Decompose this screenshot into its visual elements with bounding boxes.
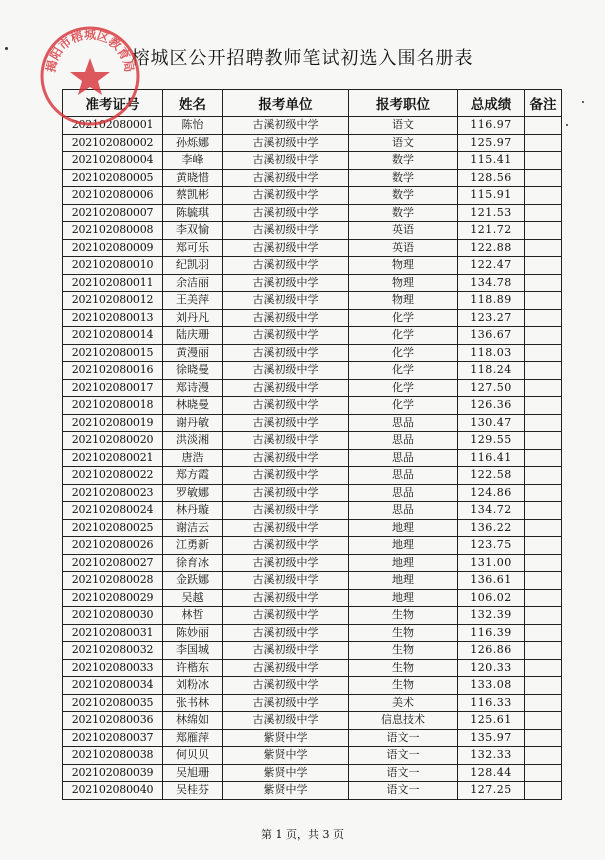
cell-position: 英语	[349, 222, 458, 240]
table-row	[63, 694, 562, 712]
cell-score: 134.78	[458, 274, 525, 292]
cell-exam-id: 202102080026	[63, 537, 163, 555]
cell-name: 刘粉冰	[163, 677, 223, 695]
cell-unit: 古溪初级中学	[223, 117, 349, 135]
cell-unit: 古溪初级中学	[223, 554, 349, 572]
cell-score: 127.50	[458, 379, 525, 397]
cell-score: 115.41	[458, 152, 525, 170]
cell-note	[525, 362, 562, 380]
cell-score: 118.03	[458, 344, 525, 362]
cell-name: 林丹璇	[163, 502, 223, 520]
cell-name: 谢丹敏	[163, 414, 223, 432]
table-row	[63, 379, 562, 397]
cell-note	[525, 642, 562, 660]
cell-unit: 古溪初级中学	[223, 589, 349, 607]
cell-unit: 紫贤中学	[223, 764, 349, 782]
cell-note	[525, 309, 562, 327]
cell-exam-id: 202102080009	[63, 239, 163, 257]
page-title: 榕城区公开招聘教师笔试初选入围名册表	[131, 48, 474, 69]
cell-note	[525, 379, 562, 397]
cell-unit: 古溪初级中学	[223, 607, 349, 625]
cell-score: 116.39	[458, 624, 525, 642]
cell-exam-id: 202102080021	[63, 449, 163, 467]
table-row	[63, 747, 562, 765]
cell-note	[525, 449, 562, 467]
table-row	[63, 274, 562, 292]
cell-name: 罗敏娜	[163, 484, 223, 502]
cell-position: 地理	[349, 519, 458, 537]
scan-speck	[5, 47, 8, 50]
cell-position: 英语	[349, 239, 458, 257]
cell-name: 陈怡	[163, 117, 223, 135]
cell-name: 李峰	[163, 152, 223, 170]
cell-position: 语文	[349, 134, 458, 152]
table-row	[63, 729, 562, 747]
cell-exam-id: 202102080011	[63, 274, 163, 292]
cell-note	[525, 222, 562, 240]
header-name: 姓名	[163, 90, 223, 117]
cell-unit: 古溪初级中学	[223, 169, 349, 187]
cell-exam-id: 202102080004	[63, 152, 163, 170]
cell-exam-id: 202102080014	[63, 327, 163, 345]
cell-position: 化学	[349, 362, 458, 380]
cell-score: 126.86	[458, 642, 525, 660]
cell-name: 刘丹凡	[163, 309, 223, 327]
cell-position: 物理	[349, 257, 458, 275]
cell-score: 122.47	[458, 257, 525, 275]
cell-score: 129.55	[458, 432, 525, 450]
cell-note	[525, 554, 562, 572]
cell-name: 吴桂芬	[163, 782, 223, 800]
header-position: 报考职位	[349, 90, 458, 117]
table-row	[63, 432, 562, 450]
cell-position: 语文一	[349, 764, 458, 782]
cell-score: 131.00	[458, 554, 525, 572]
table-row	[63, 642, 562, 660]
cell-exam-id: 202102080002	[63, 134, 163, 152]
cell-position: 数学	[349, 152, 458, 170]
table-row	[63, 414, 562, 432]
cell-exam-id: 202102080040	[63, 782, 163, 800]
cell-score: 128.44	[458, 764, 525, 782]
cell-note	[525, 274, 562, 292]
cell-name: 林晓曼	[163, 397, 223, 415]
cell-name: 郑雁萍	[163, 729, 223, 747]
cell-unit: 古溪初级中学	[223, 397, 349, 415]
table-row	[63, 117, 562, 135]
cell-note	[525, 624, 562, 642]
cell-exam-id: 202102080027	[63, 554, 163, 572]
cell-note	[525, 257, 562, 275]
table-row	[63, 222, 562, 240]
cell-unit: 古溪初级中学	[223, 624, 349, 642]
table-row	[63, 327, 562, 345]
cell-note	[525, 659, 562, 677]
cell-score: 121.72	[458, 222, 525, 240]
cell-note	[525, 747, 562, 765]
roster-body	[63, 117, 562, 800]
cell-unit: 古溪初级中学	[223, 239, 349, 257]
cell-note	[525, 677, 562, 695]
roster-table	[62, 89, 562, 800]
cell-note	[525, 117, 562, 135]
cell-unit: 紫贤中学	[223, 729, 349, 747]
cell-position: 生物	[349, 642, 458, 660]
cell-name: 余洁丽	[163, 274, 223, 292]
cell-score: 120.33	[458, 659, 525, 677]
cell-position: 化学	[349, 397, 458, 415]
cell-name: 郑诗漫	[163, 379, 223, 397]
cell-unit: 古溪初级中学	[223, 484, 349, 502]
cell-note	[525, 169, 562, 187]
header-unit: 报考单位	[223, 90, 349, 117]
cell-unit: 古溪初级中学	[223, 414, 349, 432]
cell-name: 许楷东	[163, 659, 223, 677]
cell-score: 118.89	[458, 292, 525, 310]
table-row	[63, 467, 562, 485]
cell-unit: 古溪初级中学	[223, 449, 349, 467]
cell-position: 数学	[349, 169, 458, 187]
cell-name: 黄晓惜	[163, 169, 223, 187]
cell-position: 思品	[349, 432, 458, 450]
cell-score: 134.72	[458, 502, 525, 520]
cell-score: 132.33	[458, 747, 525, 765]
cell-note	[525, 344, 562, 362]
cell-position: 思品	[349, 484, 458, 502]
cell-unit: 古溪初级中学	[223, 362, 349, 380]
cell-exam-id: 202102080028	[63, 572, 163, 590]
cell-exam-id: 202102080039	[63, 764, 163, 782]
table-row	[63, 362, 562, 380]
cell-score: 123.27	[458, 309, 525, 327]
cell-exam-id: 202102080016	[63, 362, 163, 380]
cell-score: 123.75	[458, 537, 525, 555]
cell-position: 思品	[349, 502, 458, 520]
cell-position: 生物	[349, 607, 458, 625]
cell-score: 116.33	[458, 694, 525, 712]
cell-score: 135.97	[458, 729, 525, 747]
cell-unit: 古溪初级中学	[223, 257, 349, 275]
cell-position: 生物	[349, 677, 458, 695]
cell-name: 洪淡湘	[163, 432, 223, 450]
cell-unit: 古溪初级中学	[223, 432, 349, 450]
cell-name: 张书林	[163, 694, 223, 712]
cell-position: 美术	[349, 694, 458, 712]
cell-note	[525, 782, 562, 800]
header-note: 备注	[525, 90, 562, 117]
cell-score: 133.08	[458, 677, 525, 695]
cell-exam-id: 202102080001	[63, 117, 163, 135]
cell-unit: 紫贤中学	[223, 747, 349, 765]
cell-note	[525, 152, 562, 170]
cell-score: 127.25	[458, 782, 525, 800]
cell-exam-id: 202102080015	[63, 344, 163, 362]
table-row	[63, 677, 562, 695]
table-row	[63, 239, 562, 257]
cell-exam-id: 202102080020	[63, 432, 163, 450]
cell-name: 李国城	[163, 642, 223, 660]
cell-unit: 古溪初级中学	[223, 572, 349, 590]
cell-name: 郑方霞	[163, 467, 223, 485]
cell-position: 语文	[349, 117, 458, 135]
cell-score: 124.86	[458, 484, 525, 502]
cell-name: 王美萍	[163, 292, 223, 310]
cell-unit: 古溪初级中学	[223, 642, 349, 660]
cell-unit: 古溪初级中学	[223, 134, 349, 152]
cell-unit: 古溪初级中学	[223, 677, 349, 695]
cell-name: 吴越	[163, 589, 223, 607]
cell-name: 徐晓曼	[163, 362, 223, 380]
cell-exam-id: 202102080031	[63, 624, 163, 642]
cell-exam-id: 202102080037	[63, 729, 163, 747]
cell-unit: 古溪初级中学	[223, 659, 349, 677]
table-row	[63, 624, 562, 642]
cell-exam-id: 202102080030	[63, 607, 163, 625]
cell-note	[525, 589, 562, 607]
cell-note	[525, 432, 562, 450]
cell-note	[525, 397, 562, 415]
cell-score: 130.47	[458, 414, 525, 432]
table-row	[63, 292, 562, 310]
cell-exam-id: 202102080007	[63, 204, 163, 222]
cell-position: 地理	[349, 589, 458, 607]
cell-exam-id: 202102080012	[63, 292, 163, 310]
cell-unit: 古溪初级中学	[223, 187, 349, 205]
cell-name: 江勇新	[163, 537, 223, 555]
table-row	[63, 659, 562, 677]
table-header-row	[63, 90, 562, 117]
cell-exam-id: 202102080038	[63, 747, 163, 765]
cell-note	[525, 239, 562, 257]
cell-position: 化学	[349, 327, 458, 345]
page-footer: 第 1 页，共 3 页	[261, 828, 344, 841]
cell-name: 黄漫丽	[163, 344, 223, 362]
cell-note	[525, 607, 562, 625]
cell-name: 郑可乐	[163, 239, 223, 257]
cell-position: 化学	[349, 344, 458, 362]
table-row	[63, 502, 562, 520]
cell-position: 语文一	[349, 747, 458, 765]
cell-score: 115.91	[458, 187, 525, 205]
cell-score: 116.97	[458, 117, 525, 135]
cell-score: 118.24	[458, 362, 525, 380]
table-row	[63, 397, 562, 415]
cell-exam-id: 202102080018	[63, 397, 163, 415]
cell-name: 孙烁娜	[163, 134, 223, 152]
cell-unit: 古溪初级中学	[223, 327, 349, 345]
cell-exam-id: 202102080024	[63, 502, 163, 520]
cell-note	[525, 729, 562, 747]
table-row	[63, 134, 562, 152]
cell-position: 生物	[349, 659, 458, 677]
cell-exam-id: 202102080034	[63, 677, 163, 695]
cell-name: 徐育冰	[163, 554, 223, 572]
cell-unit: 古溪初级中学	[223, 694, 349, 712]
cell-exam-id: 202102080036	[63, 712, 163, 730]
table-row	[63, 257, 562, 275]
cell-position: 信息技术	[349, 712, 458, 730]
cell-position: 物理	[349, 292, 458, 310]
cell-position: 思品	[349, 467, 458, 485]
table-row	[63, 152, 562, 170]
cell-unit: 古溪初级中学	[223, 152, 349, 170]
cell-note	[525, 502, 562, 520]
cell-score: 136.67	[458, 327, 525, 345]
table-row	[63, 169, 562, 187]
cell-exam-id: 202102080006	[63, 187, 163, 205]
cell-position: 数学	[349, 204, 458, 222]
cell-exam-id: 202102080022	[63, 467, 163, 485]
cell-score: 128.56	[458, 169, 525, 187]
cell-name: 林绵如	[163, 712, 223, 730]
cell-score: 122.58	[458, 467, 525, 485]
cell-exam-id: 202102080035	[63, 694, 163, 712]
cell-name: 陈妙丽	[163, 624, 223, 642]
cell-unit: 古溪初级中学	[223, 502, 349, 520]
cell-exam-id: 202102080019	[63, 414, 163, 432]
cell-note	[525, 467, 562, 485]
table-row	[63, 712, 562, 730]
cell-note	[525, 204, 562, 222]
cell-exam-id: 202102080025	[63, 519, 163, 537]
cell-score: 125.97	[458, 134, 525, 152]
cell-position: 语文一	[349, 729, 458, 747]
table-row	[63, 607, 562, 625]
cell-score: 125.61	[458, 712, 525, 730]
cell-note	[525, 187, 562, 205]
cell-score: 106.02	[458, 589, 525, 607]
cell-exam-id: 202102080029	[63, 589, 163, 607]
cell-note	[525, 414, 562, 432]
table-row	[63, 344, 562, 362]
cell-unit: 古溪初级中学	[223, 379, 349, 397]
cell-note	[525, 484, 562, 502]
cell-unit: 古溪初级中学	[223, 537, 349, 555]
cell-unit: 古溪初级中学	[223, 519, 349, 537]
cell-name: 李双愉	[163, 222, 223, 240]
seal-text: 揭阳市榕城区教育局	[43, 27, 137, 74]
cell-position: 化学	[349, 379, 458, 397]
cell-name: 吴旭珊	[163, 764, 223, 782]
cell-note	[525, 519, 562, 537]
cell-name: 陆庆珊	[163, 327, 223, 345]
cell-unit: 古溪初级中学	[223, 467, 349, 485]
cell-name: 蔡凯彬	[163, 187, 223, 205]
cell-note	[525, 134, 562, 152]
table-row	[63, 572, 562, 590]
table-row	[63, 449, 562, 467]
cell-position: 地理	[349, 537, 458, 555]
cell-name: 金跃娜	[163, 572, 223, 590]
cell-score: 136.22	[458, 519, 525, 537]
cell-note	[525, 694, 562, 712]
cell-position: 地理	[349, 572, 458, 590]
header-score: 总成绩	[458, 90, 525, 117]
cell-note	[525, 327, 562, 345]
cell-score: 132.39	[458, 607, 525, 625]
table-row	[63, 484, 562, 502]
table-row	[63, 764, 562, 782]
cell-score: 126.36	[458, 397, 525, 415]
table-row	[63, 554, 562, 572]
cell-position: 数学	[349, 187, 458, 205]
cell-unit: 紫贤中学	[223, 782, 349, 800]
cell-note	[525, 712, 562, 730]
table-row	[63, 204, 562, 222]
cell-unit: 古溪初级中学	[223, 344, 349, 362]
table-row	[63, 309, 562, 327]
cell-unit: 古溪初级中学	[223, 309, 349, 327]
cell-position: 思品	[349, 414, 458, 432]
cell-score: 116.41	[458, 449, 525, 467]
cell-name: 陈毓琪	[163, 204, 223, 222]
cell-position: 化学	[349, 309, 458, 327]
cell-note	[525, 764, 562, 782]
cell-position: 生物	[349, 624, 458, 642]
table-row	[63, 187, 562, 205]
cell-note	[525, 537, 562, 555]
cell-position: 思品	[349, 449, 458, 467]
cell-unit: 古溪初级中学	[223, 292, 349, 310]
cell-score: 136.61	[458, 572, 525, 590]
header-exam-id: 准考证号	[63, 90, 163, 117]
cell-unit: 古溪初级中学	[223, 712, 349, 730]
cell-note	[525, 572, 562, 590]
cell-unit: 古溪初级中学	[223, 274, 349, 292]
cell-name: 林哲	[163, 607, 223, 625]
cell-name: 谢洁云	[163, 519, 223, 537]
cell-exam-id: 202102080013	[63, 309, 163, 327]
cell-unit: 古溪初级中学	[223, 222, 349, 240]
cell-exam-id: 202102080033	[63, 659, 163, 677]
cell-exam-id: 202102080010	[63, 257, 163, 275]
cell-exam-id: 202102080005	[63, 169, 163, 187]
scan-speck	[582, 101, 584, 103]
cell-exam-id: 202102080017	[63, 379, 163, 397]
table-row	[63, 537, 562, 555]
scan-speck	[566, 124, 568, 126]
cell-exam-id: 202102080023	[63, 484, 163, 502]
cell-name: 唐浩	[163, 449, 223, 467]
cell-position: 物理	[349, 274, 458, 292]
cell-note	[525, 292, 562, 310]
cell-score: 121.53	[458, 204, 525, 222]
cell-position: 语文一	[349, 782, 458, 800]
cell-name: 何贝贝	[163, 747, 223, 765]
table-row	[63, 589, 562, 607]
cell-score: 122.88	[458, 239, 525, 257]
cell-unit: 古溪初级中学	[223, 204, 349, 222]
cell-exam-id: 202102080008	[63, 222, 163, 240]
table-row	[63, 782, 562, 800]
cell-exam-id: 202102080032	[63, 642, 163, 660]
table-row	[63, 519, 562, 537]
cell-position: 地理	[349, 554, 458, 572]
cell-name: 纪凯羽	[163, 257, 223, 275]
